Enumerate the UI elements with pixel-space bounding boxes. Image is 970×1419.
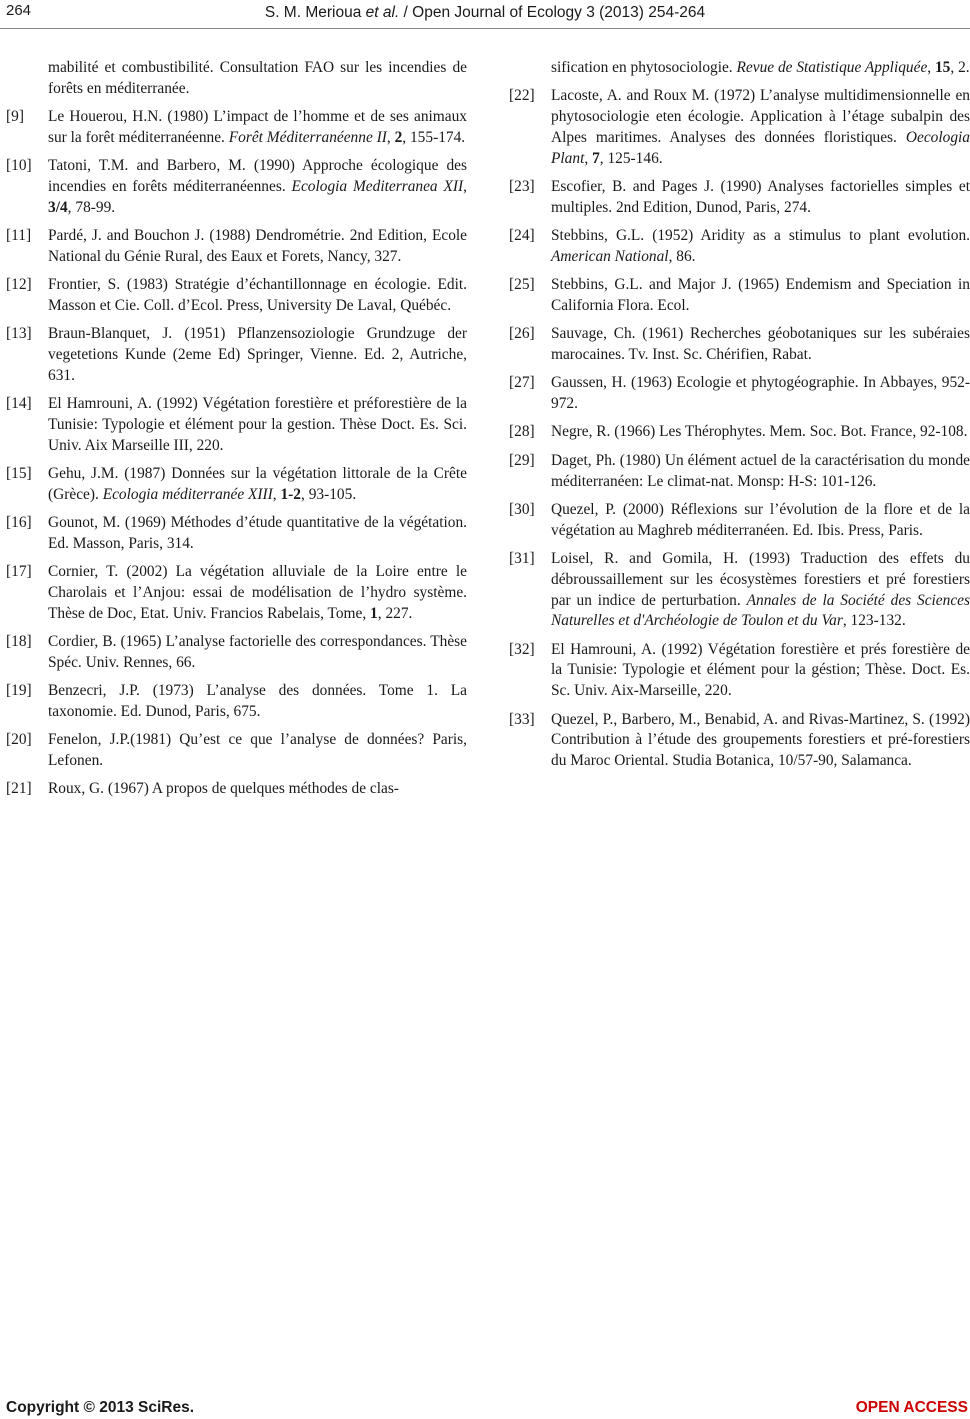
- reference-item: [6, 394, 467, 456]
- reference-text: ,: [272, 485, 281, 503]
- reference-text: ,: [584, 149, 593, 167]
- reference-item: [6, 324, 467, 386]
- reference-text: Braun-Blanquet, J. (1951) Pflanzensoziologie Grundzuge der vegetetions Kunde (2eme Ed) Springer, Vienne. Ed. 2, Autriche, 631.: [48, 325, 467, 384]
- reference-number: [20]: [6, 731, 32, 749]
- reference-text: Pardé, J. and Bouchon J. (1988) Dendrométrie. 2nd Edition, Ecole National du Génie Rural, des Eaux et Forets, Nancy, 327.: [48, 227, 467, 265]
- reference-continuation-text: mabilité et combustibilité. Consultation FAO sur les incendies de forêts en méditerranée.: [48, 59, 467, 97]
- reference-text: Le Houerou, H.N. (1980) L’impact de l’homme et de ses animaux sur la forêt méditerranéenne.: [48, 108, 467, 146]
- reference-number: [15]: [6, 465, 32, 483]
- reference-number: [23]: [509, 177, 535, 195]
- reference-source-title: Oecologia Plant: [551, 128, 970, 167]
- reference-text: Frontier, S. (1983) Stratégie d’échantillonnage en écologie. Edit. Masson et Cie. Coll. d’Ecol. Press, University De Laval, Québéc.: [48, 276, 467, 314]
- reference-number: [32]: [509, 640, 535, 658]
- reference-text: Daget, Ph. (1980) Un élément actuel de la caractérisation du monde méditerranéen: Le climat-nat. Monsp: H-S: 101-126.: [551, 451, 970, 490]
- reference-number: [25]: [509, 276, 535, 294]
- reference-item: [509, 177, 970, 219]
- reference-item: [509, 710, 970, 772]
- reference-text: Loisel, R. and Gomila, H. (1993) Traduction des effets du débroussaillement sur les écosystèmes forestiers et pré forestiers par un indice de perturbation.: [551, 549, 970, 609]
- reference-number: [18]: [6, 633, 32, 651]
- reference-volume: 1: [370, 604, 378, 622]
- reference-text: , 155-174.: [402, 128, 466, 146]
- reference-number: [13]: [6, 325, 32, 343]
- reference-number: [21]: [6, 780, 32, 798]
- reference-text: , 86.: [668, 247, 696, 265]
- reference-number: [26]: [509, 325, 535, 343]
- reference-number: [31]: [509, 549, 535, 567]
- reference-continuation: [6, 58, 467, 100]
- reference-item: [6, 562, 467, 624]
- reference-number: [16]: [6, 514, 32, 532]
- reference-text: , 125-146.: [599, 149, 663, 167]
- reference-number: [17]: [6, 563, 32, 581]
- reference-number: [10]: [6, 157, 32, 175]
- reference-number: [22]: [509, 87, 535, 105]
- running-header-etal: et al.: [365, 4, 400, 21]
- reference-text: Stebbins, G.L. and Major J. (1965) Endemism and Speciation in California Flora. Ecol.: [551, 276, 970, 314]
- reference-item: [509, 86, 970, 169]
- reference-text: Gehu, J.M. (1987) Données sur la végétation littorale de la Crête (Grèce).: [48, 465, 467, 503]
- reference-text: Tatoni, T.M. and Barbero, M. (1990) Approche écologique des incendies en forêts méditerranéennes.: [48, 157, 467, 195]
- reference-number: [33]: [509, 710, 535, 728]
- reference-text: , 227.: [377, 604, 413, 622]
- reference-item: [509, 324, 970, 366]
- reference-item: [6, 107, 467, 149]
- reference-text: El Hamrouni, A. (1992) Végétation forestière et préforestière de la Tunisie: Typologie et élément pour la gestion. Thèse Doct. Es. Sci. Univ. Aix Marseille III, 220.: [48, 395, 467, 454]
- reference-item: [509, 500, 970, 542]
- reference-text: , 78-99.: [67, 198, 116, 216]
- reference-source-title: Ecologia Mediterranea XII: [291, 177, 464, 195]
- reference-source-title: Forêt Méditerranéenne II: [228, 128, 387, 146]
- reference-text: Fenelon, J.P.(1981) Qu’est ce que l’analyse de données? Paris, Lefonen.: [48, 731, 467, 770]
- references-left-column: [6, 58, 467, 808]
- reference-source-title: Annales de la Société des Sciences Naturelles et d'Archéologie de Toulon et du Var: [551, 591, 970, 630]
- reference-item: [6, 779, 467, 800]
- reference-text: ,: [386, 128, 395, 146]
- reference-list-left: [6, 107, 467, 800]
- open-access-label: OPEN ACCESS: [855, 1399, 968, 1416]
- reference-number: [14]: [6, 395, 32, 413]
- reference-number: [19]: [6, 682, 32, 700]
- reference-source-title: American National: [551, 247, 669, 265]
- reference-volume: 15: [934, 59, 951, 76]
- reference-item: [509, 640, 970, 702]
- running-header-authors: S. M. Merioua: [264, 4, 366, 21]
- reference-continuation-text: [551, 58, 970, 79]
- reference-text: Quezel, P. (2000) Réflexions sur l’évolution de la flore et de la végétation au Maghreb méditerranéen. Ed. Ibis. Press, Paris.: [551, 500, 970, 539]
- reference-source-title: Ecologia méditerranée XIII: [102, 485, 273, 503]
- reference-number: [12]: [6, 276, 32, 294]
- reference-number: [9]: [6, 108, 24, 126]
- reference-volume: 1-2: [280, 485, 302, 503]
- reference-volume: 7: [592, 149, 600, 167]
- reference-list-right: [509, 86, 970, 772]
- reference-text: Sauvage, Ch. (1961) Recherches géobotaniques sur les subéraies marocaines. Tv. Inst. Sc. Chérifien, Rabat.: [551, 325, 970, 364]
- reference-item: [6, 730, 467, 772]
- reference-text: ,: [463, 177, 467, 195]
- reference-item: [6, 464, 467, 506]
- reference-source-title: Revue de Statistique Appliquée: [736, 59, 928, 76]
- copyright-notice: Copyright © 2013 SciRes.: [6, 1399, 195, 1416]
- reference-text: Cordier, B. (1965) L’analyse factorielle des correspondances. Thèse Spéc. Univ. Rennes, 66.: [48, 633, 467, 671]
- reference-text: Benzecri, J.P. (1973) L’analyse des données. Tome 1. La taxonomie. Ed. Dunod, Paris, 675.: [48, 682, 467, 721]
- reference-item: [509, 451, 970, 493]
- references-right-column: [509, 58, 970, 779]
- reference-text: Gounot, M. (1969) Méthodes d’étude quantitative de la végétation. Ed. Masson, Paris, 314.: [48, 514, 467, 552]
- reference-item: [509, 422, 970, 443]
- reference-text: Cornier, T. (2002) La végétation alluviale de la Loire entre le Charolais et l’Anjou: essai de modélisation de l’hydro système. Thèse de Doc, Etat. Univ. Francios Rabelais, Tome,: [48, 563, 467, 622]
- reference-text: ,: [927, 59, 935, 76]
- reference-text: , 93-105.: [301, 485, 357, 503]
- reference-volume: 3/4: [48, 198, 68, 216]
- reference-continuation: [509, 58, 970, 79]
- reference-number: [28]: [509, 423, 535, 441]
- reference-item: [6, 226, 467, 268]
- reference-item: [6, 156, 467, 218]
- running-header-journal: / Open Journal of Ecology 3 (2013) 254-264: [399, 4, 706, 21]
- header-divider: [0, 28, 970, 29]
- reference-number: [24]: [509, 227, 535, 245]
- reference-number: [11]: [6, 227, 32, 245]
- reference-number: [27]: [509, 374, 535, 392]
- reference-item: [6, 513, 467, 555]
- page-number: 264: [6, 2, 32, 19]
- reference-item: [6, 275, 467, 317]
- reference-text: El Hamrouni, A. (1992) Végétation forestière et prés forestière de la Tunisie: Typologie et élément pour la géstion; Thèse. Doct. Es. Sc. Univ. Aix-Marseille, 220.: [551, 640, 970, 700]
- reference-item: [6, 632, 467, 674]
- reference-item: [509, 226, 970, 268]
- reference-text: Stebbins, G.L. (1952) Aridity as a stimulus to plant evolution.: [551, 227, 970, 245]
- reference-number: [29]: [509, 451, 535, 469]
- reference-item: [509, 549, 970, 632]
- reference-text: Roux, G. (1967) A propos de quelques méthodes de clas-: [48, 780, 399, 798]
- reference-text: Lacoste, A. and Roux M. (1972) L’analyse multidimensionnelle en phytosociologie eten écologie. Application à l’étage subalpin des Alpes maritimes. Analyses des données floristiques.: [551, 87, 970, 146]
- reference-text: , 123-132.: [842, 612, 906, 630]
- reference-text: Gaussen, H. (1963) Ecologie et phytogéographie. In Abbayes, 952-972.: [551, 374, 970, 413]
- reference-item: [6, 681, 467, 723]
- reference-text: Escofier, B. and Pages J. (1990) Analyses factorielles simples et multiples. 2nd Edition, Dunod, Paris, 274.: [551, 177, 970, 216]
- reference-text: sification en phytosociologie.: [551, 59, 737, 76]
- reference-text: Negre, R. (1966) Les Thérophytes. Mem. Soc. Bot. France, 92-108.: [551, 423, 968, 441]
- running-header: [0, 4, 970, 22]
- reference-text: , 2.: [950, 59, 970, 76]
- reference-volume: 2: [394, 128, 403, 146]
- reference-text: Quezel, P., Barbero, M., Benabid, A. and Rivas-Martinez, S. (1992) Contribution à l’étude des groupements forestiers et pré-forestiers du Maroc Oriental. Studia Botanica, 10/57-90, Salamanca.: [551, 710, 970, 770]
- reference-number: [30]: [509, 500, 535, 518]
- reference-item: [509, 275, 970, 317]
- reference-item: [509, 373, 970, 415]
